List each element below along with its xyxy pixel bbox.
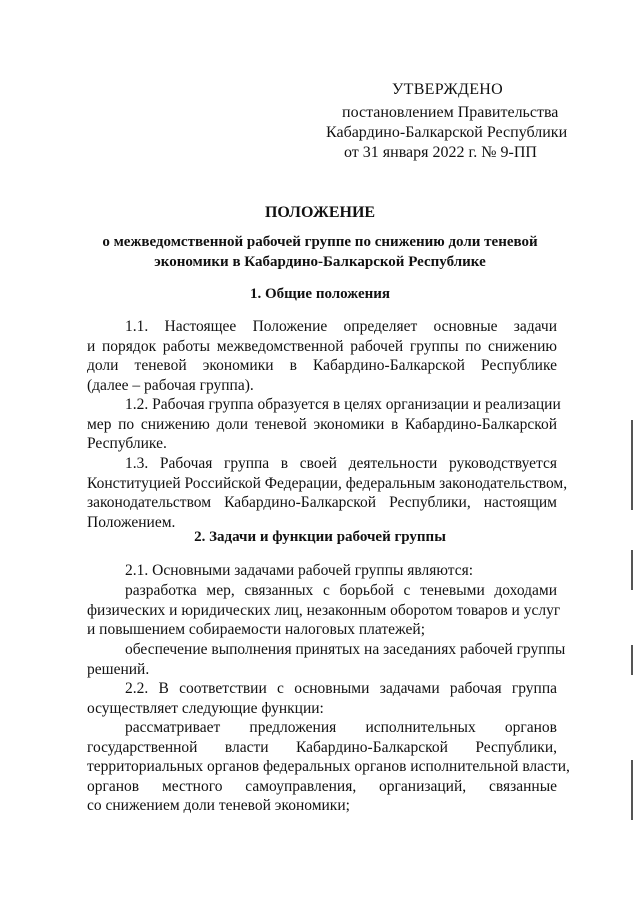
paragraph-line: рассматривает предложения исполнительных органов [125,719,557,736]
approval-line-3: от 31 января 2022 г. № 9-ПП [344,144,537,161]
paragraph-line: государственной власти Кабардино-Балкарской Республики, [87,738,557,756]
paragraph-line: решений. [87,660,150,678]
paragraph-line: и порядок работы межведомственной рабочей группы по снижению [87,337,557,355]
section-1-heading: 1. Общие положения [249,286,391,302]
paragraph-line: Республике. [87,435,167,453]
document-subtitle-line-2: экономики в Кабардино-Балкарской Республике [154,254,486,270]
scan-mark [631,645,633,675]
paragraph-line: 1.3. Рабочая группа в своей деятельности руководствуется [125,455,557,472]
paragraph-line: физических и юридических лиц, незаконным оборотом товаров и услуг [87,601,561,619]
scan-mark [631,760,633,820]
paragraph-line: 1.1. Настоящее Положение определяет основные задачи [125,318,557,335]
approval-line-2: Кабардино-Балкарской Республики [326,124,568,141]
scan-mark [631,420,633,510]
paragraph-line: доли теневой экономики в Кабардино-Балкарской Республике [87,357,557,375]
paragraph-line: 2.1. Основными задачами рабочей группы являются: [125,562,474,579]
paragraph-1-1 [87,317,557,395]
scan-mark [631,550,633,590]
paragraph-line: обеспечение выполнения принятых на заседаниях рабочей группы [125,641,566,658]
paragraph-line: органов местного самоуправления, организаций, связанные [87,777,557,795]
document-title: ПОЛОЖЕНИЕ [264,204,376,221]
approval-stamp: УТВЕРЖДЕНО [392,81,504,98]
section-2-heading: 2. Задачи и функции рабочей группы [194,529,446,545]
paragraph-1-2 [87,395,561,454]
paragraph-line: 2.2. В соответствии с основными задачами рабочая группа [125,680,557,697]
paragraph-line: Положением. [87,513,176,531]
paragraph-line: со снижением доли теневой экономики; [87,797,350,815]
paragraph-line: осуществляет следующие функции: [87,699,324,717]
document-subtitle-line-1: о межведомственной рабочей группе по снижению доли теневой [102,234,538,250]
paragraph-2-1-a [87,581,561,640]
paragraph-line: территориальных органов федеральных органов исполнительной власти, [87,758,570,776]
paragraph-line: законодательством Кабардино-Балкарской Республики, настоящим [87,494,557,512]
paragraph-2-2 [87,679,557,718]
paragraph-line: и повышением собираемости налоговых платежей; [87,621,426,639]
paragraph-2-1-b [87,640,566,679]
paragraph-2-2-a [87,718,570,816]
paragraph-line: (далее – рабочая группа). [87,376,254,394]
scan-margin-marks [630,420,634,840]
paragraph-line: Конституцией Российской Федерации, федеральным законодательством, [87,474,568,492]
paragraph-1-3 [87,454,568,532]
paragraph-line: разработка мер, связанных с борьбой с теневыми доходами [125,582,557,599]
paragraph-2-1 [87,561,557,581]
approval-line-1: постановлением Правительства [342,104,559,121]
paragraph-line: 1.2. Рабочая группа образуется в целях организации и реализации [125,396,561,413]
paragraph-line: мер по снижению доли теневой экономики в Кабардино-Балкарской [87,415,557,433]
